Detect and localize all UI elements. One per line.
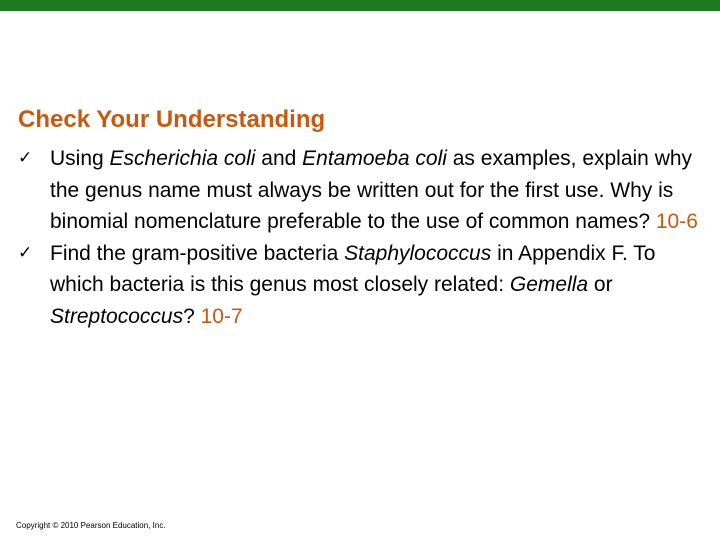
bullet-2-text-4: ?: [183, 304, 201, 328]
bullet-2-genus-staphylococcus: Staphylococcus: [344, 241, 492, 265]
bullet-item-2: [18, 238, 708, 333]
bullet-item-1: [18, 143, 708, 238]
bullet-1-text-1: Using: [50, 147, 110, 170]
bullet-2-reference: 10-7: [200, 304, 243, 328]
bullet-1-species-entamoeba: Entamoeba coli: [302, 147, 447, 170]
bullet-list: [18, 143, 708, 332]
bullet-1-text-3: as examples, explain why the genus name must always be written out for the first use. Why is binomial nomenclature preferable to the use of common names?: [50, 147, 693, 233]
copyright-notice: Copyright © 2010 Pearson Education, Inc.: [16, 521, 166, 530]
bullet-1-reference: 10-6: [655, 210, 698, 233]
check-mark-icon: ✓: [18, 242, 33, 263]
slide-title: Check Your Understanding: [18, 106, 326, 133]
bullet-2-text-1: Find the gram-positive bacteria: [50, 241, 345, 265]
check-mark-icon: ✓: [18, 148, 33, 168]
bullet-2-text-3: or: [588, 273, 613, 296]
top-accent-bar: [0, 0, 720, 11]
bullet-2-genus-streptococcus: Streptococcus: [50, 304, 184, 328]
bullet-1-species-escherichia: Escherichia coli: [109, 147, 256, 170]
bullet-1-text-2: and: [255, 147, 303, 170]
bullet-2-genus-gemella: Gemella: [509, 273, 589, 296]
bullet-2-text-2: in Appendix F. To which bacteria is this genus most closely related:: [50, 241, 656, 296]
